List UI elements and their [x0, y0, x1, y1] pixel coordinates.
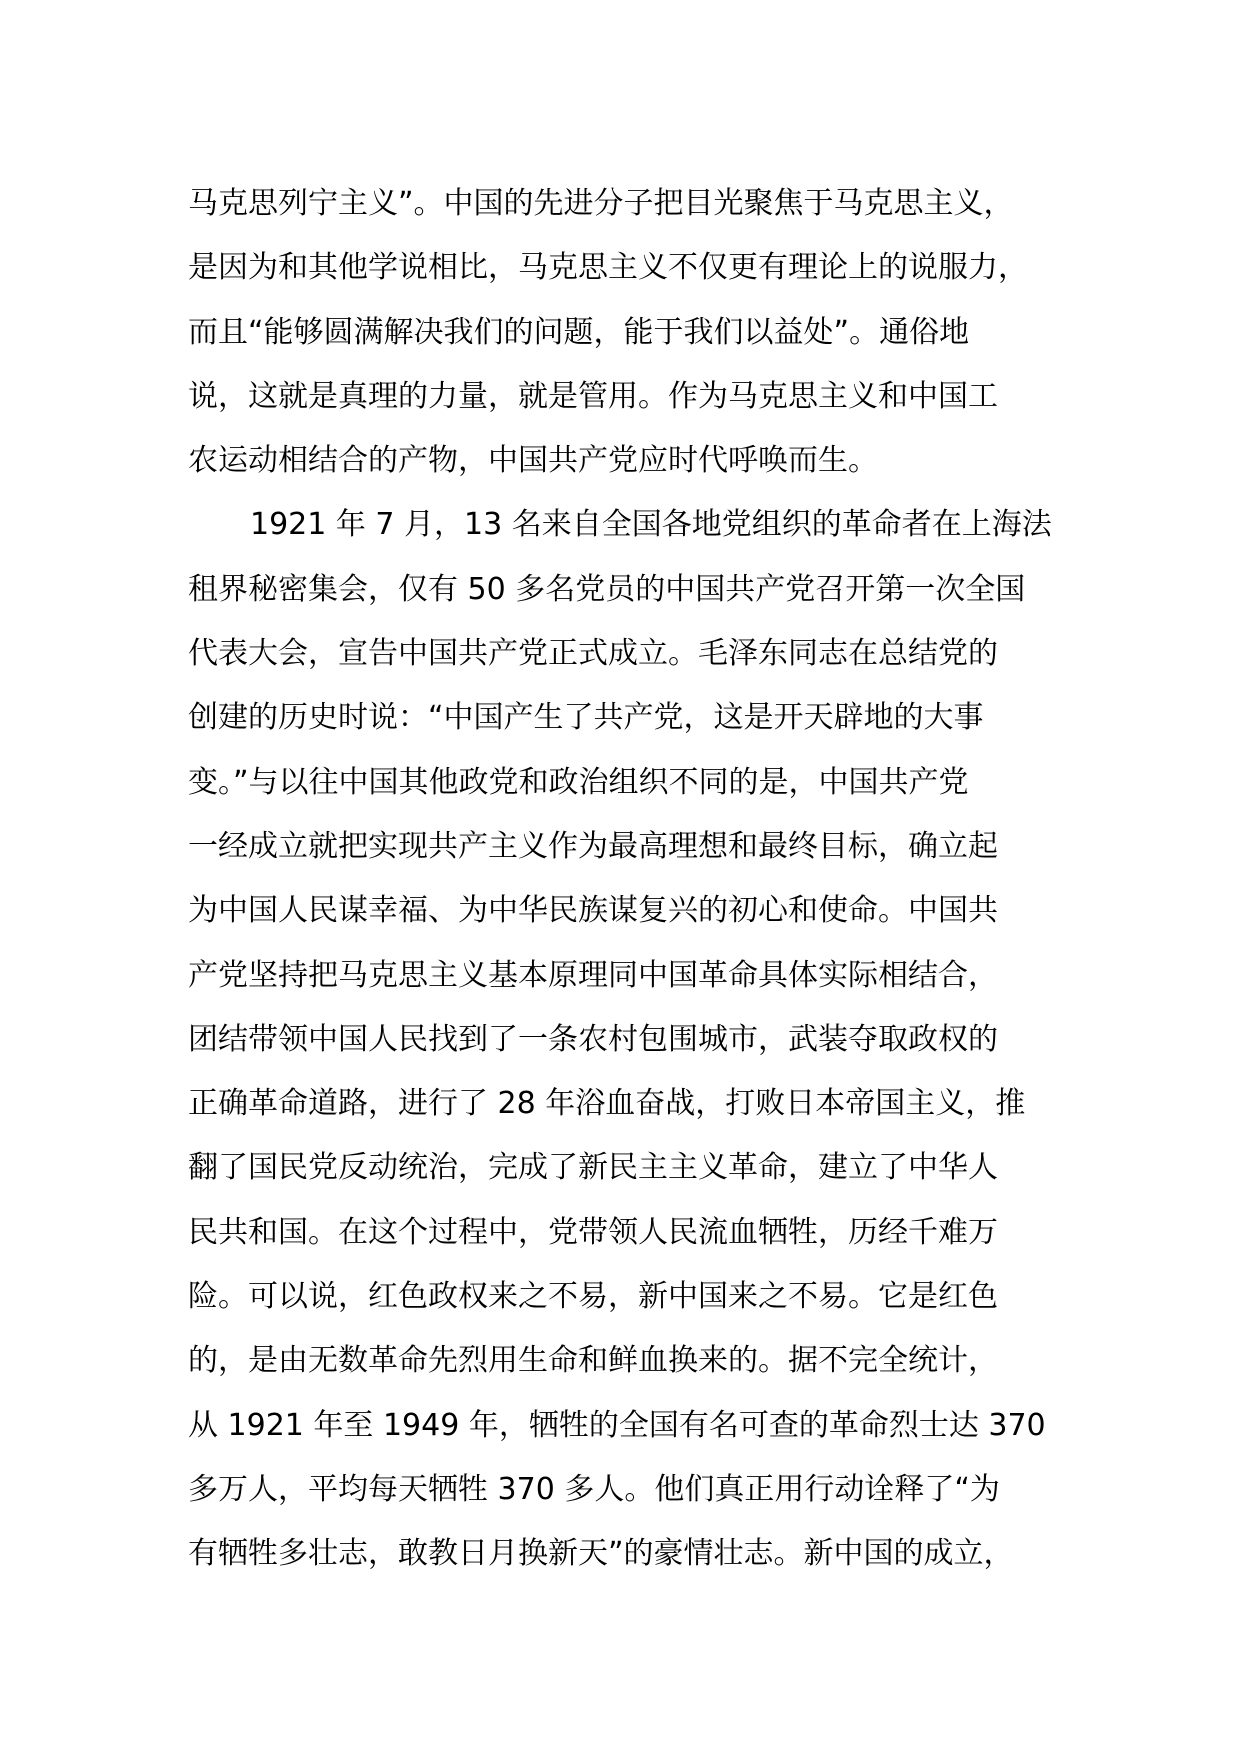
text-line-15: 正确革命道路，进行了 28 年浴血奋战，打败日本帝国主义，推: [188, 1086, 1026, 1122]
text-line-13: 产党坚持把马克思主义基本原理同中国革命具体实际相结合，: [188, 957, 998, 993]
text-line-14: 团结带领中国人民找到了一条农村包围城市，武装夺取政权的: [188, 1021, 998, 1057]
text-line-2: 是因为和其他学说相比，马克思主义不仅更有理论上的说服力，: [188, 250, 1028, 286]
text-line-17: 民共和国。在这个过程中，党带领人民流血牺牲，历经千难万: [188, 1214, 998, 1250]
text-line-9: 创建的历史时说：“中国产生了共产党，这是开天辟地的大事: [188, 700, 984, 736]
body-text: [188, 172, 1088, 1587]
text-line-19: 的，是由无数革命先烈用生命和鲜血换来的。据不完全统计，: [188, 1343, 998, 1379]
text-line-5: 农运动相结合的产物，中国共产党应时代呼唤而生。: [188, 443, 878, 479]
text-line-10: 变。”与以往中国其他政党和政治组织不同的是，中国共产党: [188, 764, 969, 800]
text-line-22: 有牺牲多壮志，敢教日月换新天”的豪情壮志。新中国的成立，: [188, 1536, 1014, 1572]
text-line-11: 一经成立就把实现共产主义作为最高理想和最终目标，确立起: [188, 828, 998, 864]
text-line-1: 马克思列宁主义”。中国的先进分子把目光聚焦于马克思主义，: [188, 186, 1014, 221]
text-line-8: 代表大会，宣告中国共产党正式成立。毛泽东同志在总结党的: [188, 636, 998, 672]
text-line-3: 而且“能够圆满解决我们的问题，能于我们以益处”。通俗地: [188, 314, 970, 350]
text-line-12: 为中国人民谋幸福、为中华民族谋复兴的初心和使命。中国共: [188, 893, 998, 929]
text-line-21: 多万人，平均每天牺牲 370 多人。他们真正用行动诠释了“为: [188, 1471, 1000, 1507]
text-line-6: 1921 年 7 月，13 名来自全国各地党组织的革命者在上海法: [250, 507, 1052, 543]
text-line-16: 翻了国民党反动统治，完成了新民主主义革命，建立了中华人: [188, 1150, 998, 1186]
text-line-4: 说，这就是真理的力量，就是管用。作为马克思主义和中国工: [188, 378, 998, 414]
text-line-18: 险。可以说，红色政权来之不易，新中国来之不易。它是红色: [188, 1279, 998, 1315]
text-line-20: 从 1921 年至 1949 年，牺牲的全国有名可查的革命烈士达 370: [188, 1407, 1046, 1443]
text-line-7: 租界秘密集会，仅有 50 多名党员的中国共产党召开第一次全国: [188, 571, 1026, 607]
